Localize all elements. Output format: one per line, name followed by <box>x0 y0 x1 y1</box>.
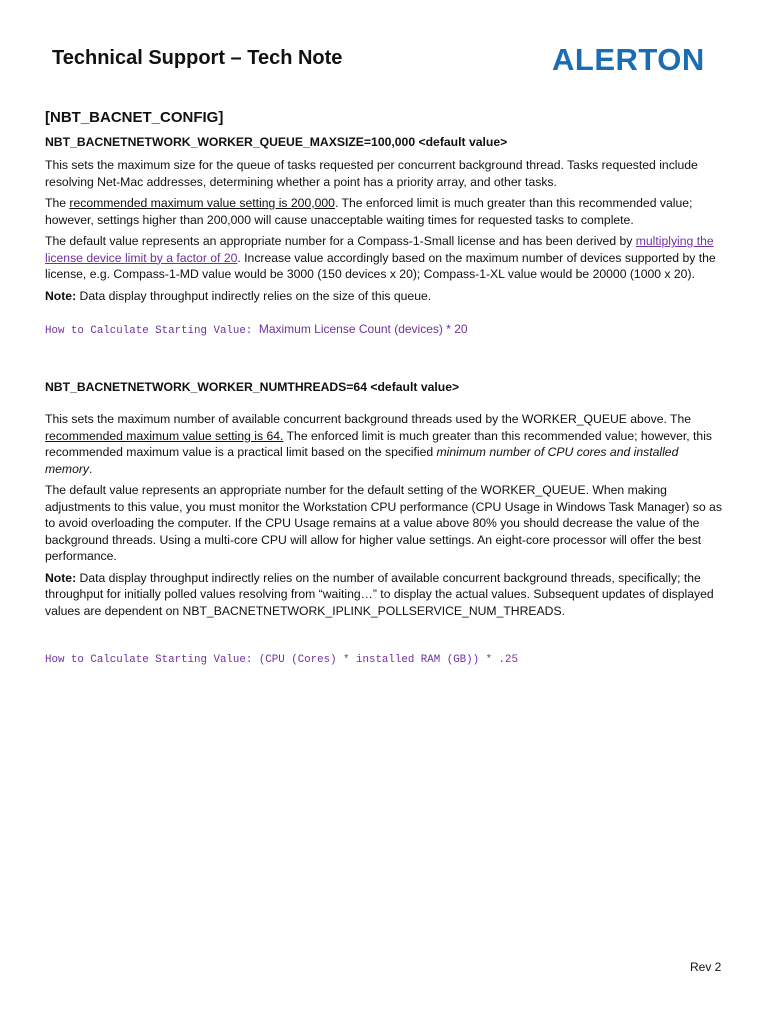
threads-recommended-value: recommended maximum value setting is 64. <box>45 428 284 443</box>
queue-calc-label: How to Calculate Starting Value: <box>45 325 259 337</box>
threads-desc-post: . <box>89 461 93 476</box>
queue-note-text: Data display throughput indirectly relies on the size of this queue. <box>76 288 432 303</box>
threads-description <box>45 411 725 477</box>
queue-description: This sets the maximum size for the queue of tasks requested per concurrent background thread. Tasks requested include resolving Net-Mac addresses, determining whether a point has a priority array, and other tasks. <box>45 158 698 189</box>
queue-recommendation-post: . The enforced limit is much greater than this recommended value; however, settings higher than 200,000 will cause unacceptable waiting times for requested tasks to complete. <box>45 196 693 227</box>
queue-setting-name: NBT_BACNETNETWORK_WORKER_QUEUE_MAXSIZE=100,000 <default value> <box>45 135 508 149</box>
page-title: Technical Support – Tech Note <box>52 47 343 69</box>
document-body <box>45 108 725 668</box>
queue-default-pre: The default value represents an appropriate number for a Compass-1-Small license and has been derived by <box>45 234 636 248</box>
threads-note <box>45 570 725 620</box>
queue-recommended-value: recommended maximum value setting is 200,000 <box>69 196 335 210</box>
queue-default-post: . Increase value accordingly based on the maximum number of devices supported by the license, e.g. Compass-1-MD value would be 3000 (150 devices x 20); Compass-1-XL value would be 20000 (1000 x 20). <box>45 250 716 281</box>
queue-calc-formula <box>45 321 725 339</box>
alerton-logo: ALERTON <box>552 42 705 77</box>
threads-note-text: Data display throughput indirectly relies on the number of available concurrent background threads, specifically; the throughput for initially polled values resolving from “waiting…” to display the actual values. Subsequent updates of displayed values are dependent on NBT_BACNETNETWORK_IPLINK_POLLSERVICE_NUM_THREADS. <box>45 570 714 618</box>
threads-setting-name: NBT_BACNETNETWORK_WORKER_NUMTHREADS=64 <default value> <box>45 380 460 394</box>
section-heading: [NBT_BACNET_CONFIG] <box>45 109 224 126</box>
queue-note <box>45 288 725 305</box>
multiplying-factor-link[interactable]: multiplying the license device limit by a factor of 20 <box>45 234 714 265</box>
threads-desc-mid: The enforced limit is much greater than this recommended value; however, this recommended maximum value is a practical limit based on the specified <box>45 428 713 459</box>
queue-recommendation-pre: The <box>45 196 70 210</box>
threads-note-label: Note: <box>45 570 77 585</box>
threads-desc-pre: This sets the maximum number of available concurrent background threads used by the WORKER_QUEUE above. The <box>45 412 692 426</box>
revision-label: Rev 2 <box>690 960 722 974</box>
threads-calc-formula: How to Calculate Starting Value: (CPU (Cores) * installed RAM (GB)) * .25 <box>45 654 518 666</box>
queue-default-explanation <box>45 233 725 283</box>
threads-default-explanation: The default value represents an appropriate number for the default setting of the WORKER_QUEUE. When making adjustments to this value, you must monitor the Workstation CPU performance (CPU Usage in Windows Task Manager) so as to avoid overloading the computer. If the CPU Usage remains at a value above 80% you should decrease the value of the background threads. Using a multi-core CPU will allow for higher value settings. An eight-core processor will offer the best performance. <box>45 483 722 563</box>
queue-recommendation <box>45 195 725 228</box>
threads-desc-italic: minimum number of CPU cores and installed memory <box>45 445 679 476</box>
queue-calc-value: Maximum License Count (devices) * 20 <box>258 322 468 336</box>
queue-note-label: Note: <box>45 288 77 303</box>
